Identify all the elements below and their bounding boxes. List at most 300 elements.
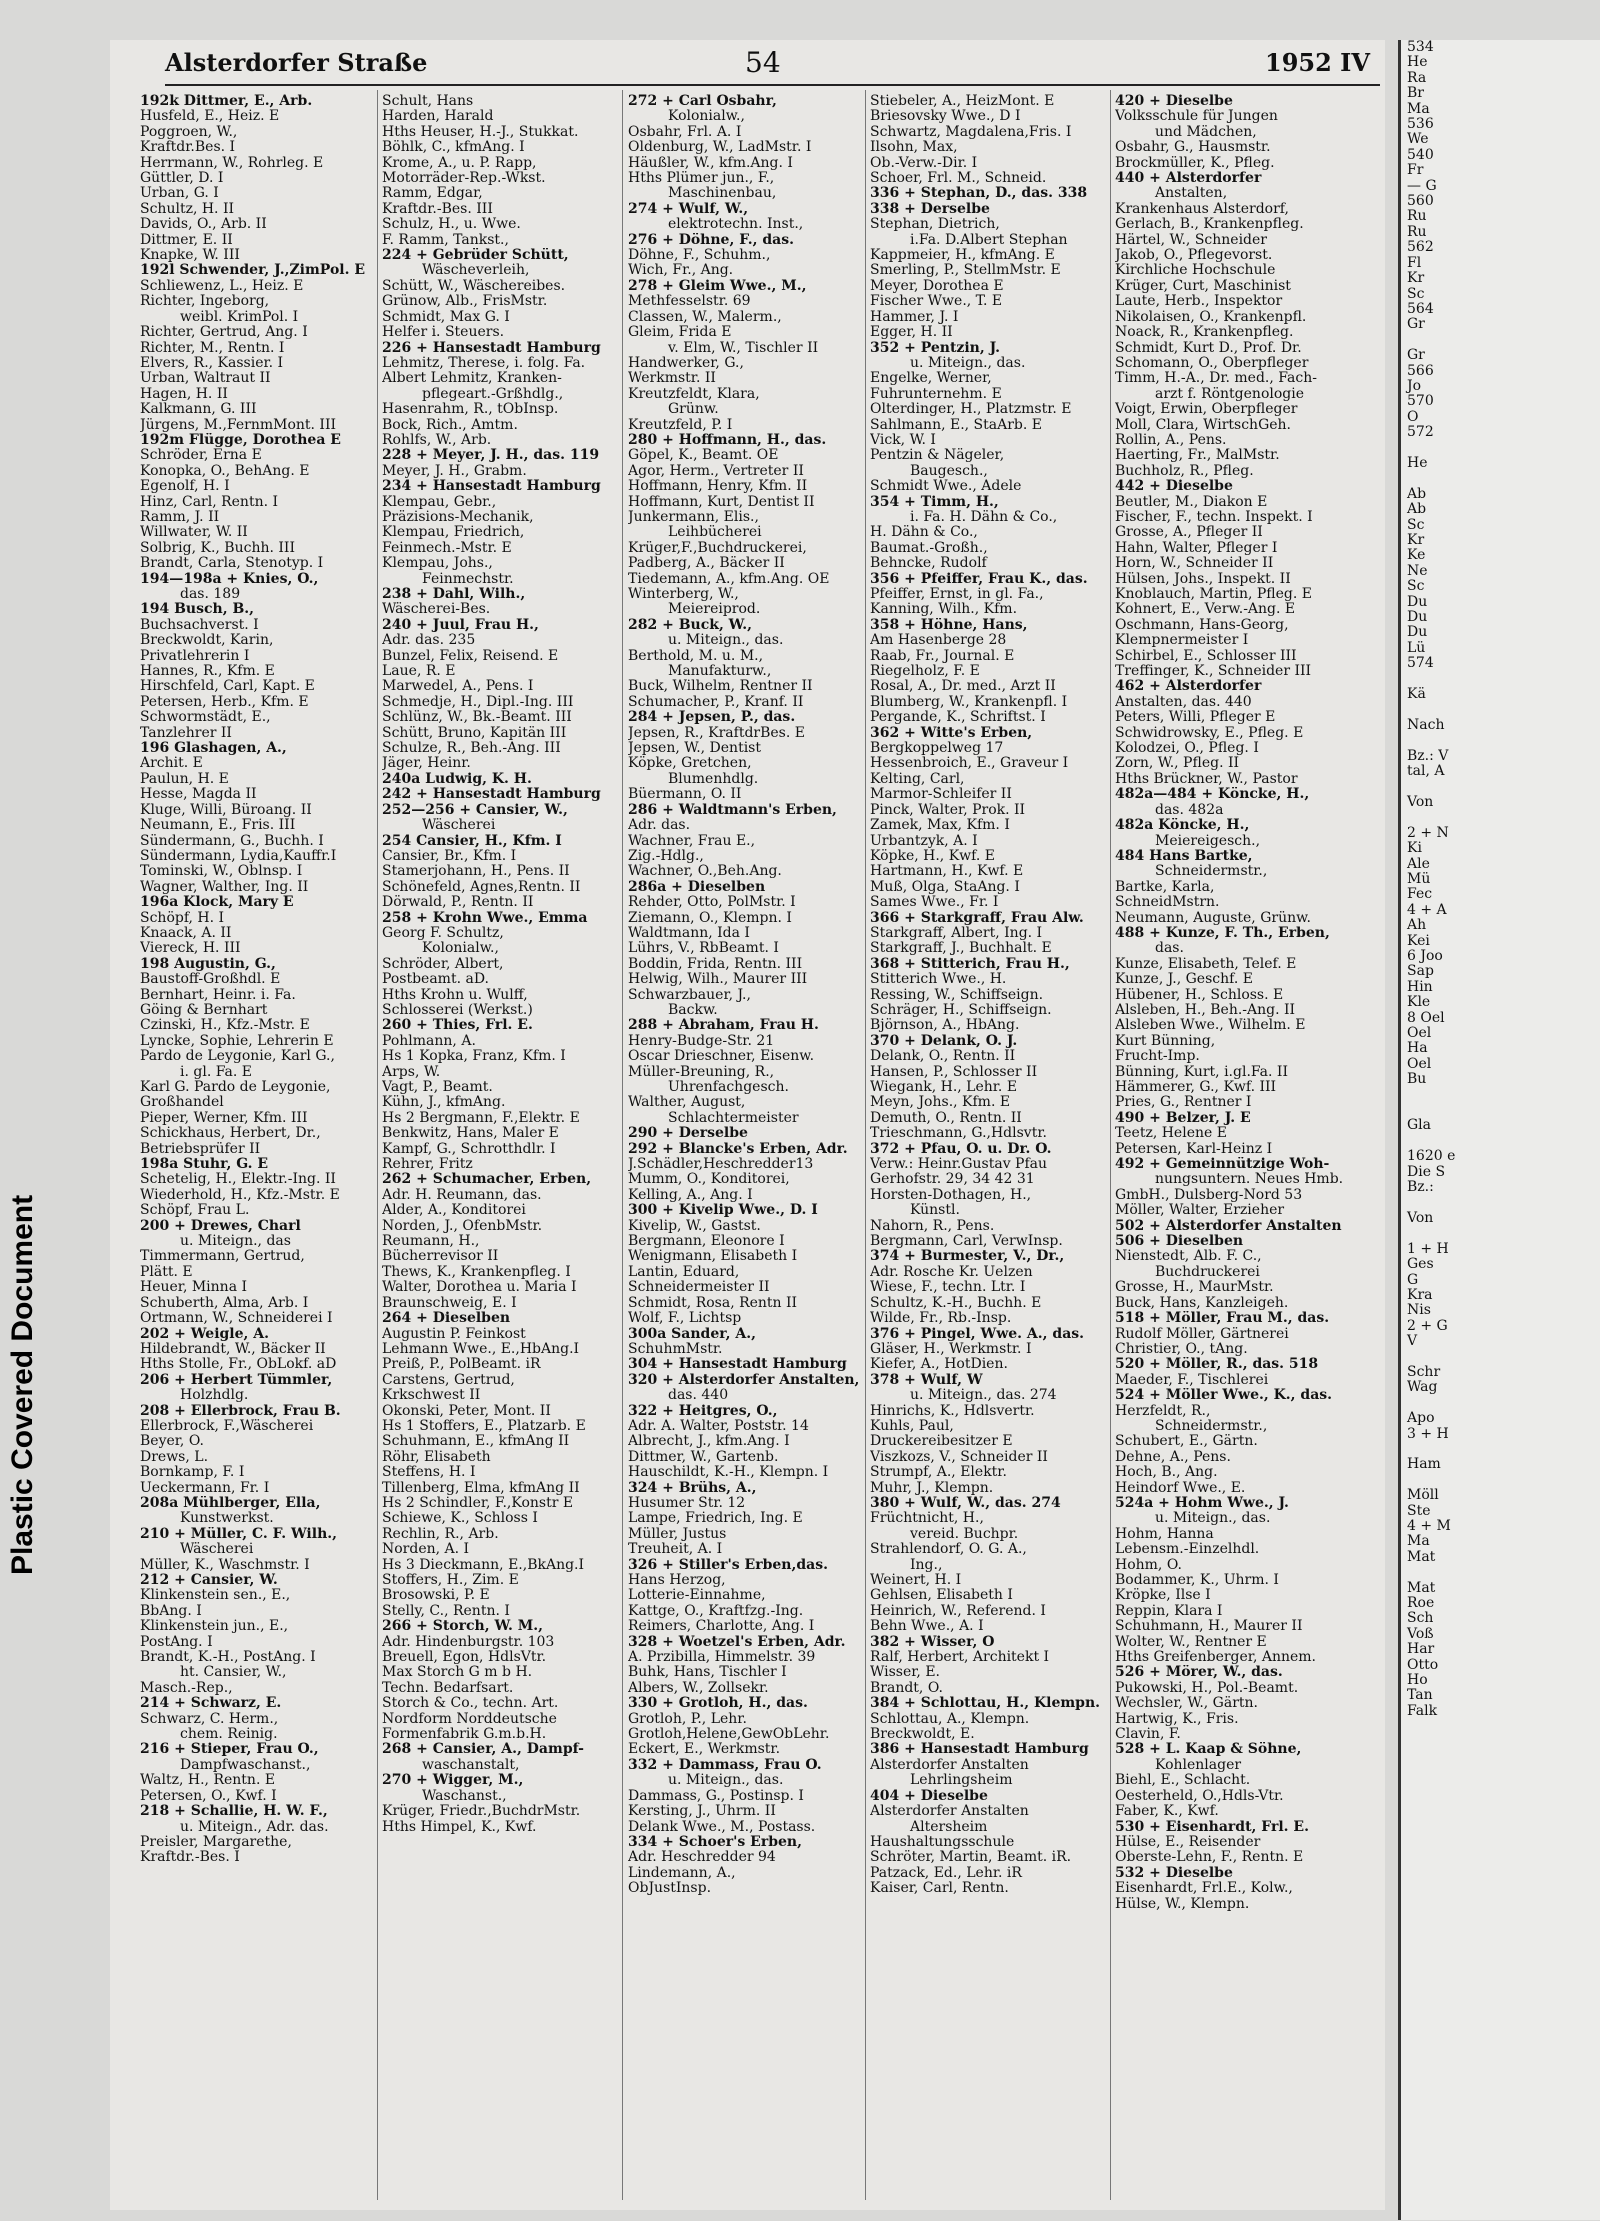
directory-entry: Grosse, H., MaurMstr. <box>1115 1280 1274 1296</box>
directory-entry: Urban, Waltraut II <box>140 371 271 387</box>
directory-entry: 260 + Thies, Frl. E. <box>382 1018 533 1034</box>
directory-entry: Fischer, F., techn. Inspekt. I <box>1115 509 1313 525</box>
edge-fragment: V <box>1407 1333 1418 1350</box>
edge-fragment <box>1401 733 1600 748</box>
directory-entry: 354 + Timm, H., <box>870 494 999 510</box>
directory-entry: Meyn, Johs., Kfm. E <box>870 1095 1011 1111</box>
column-5 <box>1115 94 1349 2194</box>
edge-fragment: 6 Joo <box>1407 947 1443 964</box>
directory-entry: Manufakturw., <box>668 664 772 680</box>
directory-entry: arzt f. Röntgenologie <box>1155 386 1305 402</box>
directory-entry: Hoffmann, Kurt, Dentist II <box>628 494 815 510</box>
directory-entry: Wäscheverleih, <box>422 263 530 279</box>
edge-fragment: Sch <box>1407 1610 1434 1627</box>
edge-fragment <box>1401 1103 1600 1118</box>
edge-fragment: Kei <box>1407 932 1430 949</box>
directory-entry: Wiese, F., techn. Ltr. I <box>870 1280 1026 1296</box>
directory-entry: Waltz, H., Rentn. E <box>140 1773 276 1789</box>
edge-fragment: Har <box>1407 1641 1435 1658</box>
edge-fragment: tal, A <box>1407 763 1445 780</box>
directory-entry: Künstl. <box>910 1203 960 1219</box>
edge-fragment: Gr <box>1407 347 1425 364</box>
directory-entry: Trieschmann, G.,Hdlsvtr. <box>870 1126 1047 1142</box>
directory-entry: 304 + Hansestadt Hamburg <box>628 1357 847 1373</box>
directory-entry: Schröter, Martin, Beamt. iR. <box>870 1850 1072 1866</box>
directory-entry: Brandt, Carla, Stenotyp. I <box>140 556 324 572</box>
directory-entry: 524 + Möller Wwe., K., das. <box>1115 1388 1333 1404</box>
directory-entry: 226 + Hansestadt Hamburg <box>382 340 601 356</box>
directory-entry: 332 + Dammass, Frau O. <box>628 1757 822 1773</box>
edge-fragment: Fr <box>1407 162 1424 179</box>
directory-entry: Waldtmann, Ida I <box>628 925 750 941</box>
directory-entry: ObJustInsp. <box>628 1881 712 1897</box>
directory-entry: 194 Busch, B., <box>140 602 255 618</box>
directory-entry: Kunze, J., Geschf. E <box>1115 972 1253 988</box>
directory-entry: 224 + Gebrüder Schütt, <box>382 248 569 264</box>
edge-fragment: 562 <box>1407 239 1434 256</box>
directory-entry: Neumann, Auguste, Grünw. <box>1115 910 1311 926</box>
edge-fragment: Ra <box>1407 69 1427 86</box>
directory-entry: Möller, Walter, Erzieher <box>1115 1203 1285 1219</box>
directory-entry: Hths Himpel, K., Kwf. <box>382 1819 537 1835</box>
directory-entry: Vagt, P., Beamt. <box>382 1080 493 1095</box>
directory-entry: Hinz, Carl, Rentn. I <box>140 494 279 510</box>
directory-entry: Göpel, K., Beamt. OE <box>628 448 779 464</box>
edge-fragment: 4 + M <box>1407 1518 1451 1534</box>
directory-entry: Brockmüller, K., Pfleg. <box>1115 155 1275 171</box>
directory-entry: Ramm, Edgar, <box>382 186 483 202</box>
directory-entry: Hübener, H., Schloss. E <box>1115 987 1284 1003</box>
directory-entry: 258 + Krohn Wwe., Emma <box>382 910 588 926</box>
directory-entry: Kirchliche Hochschule <box>1115 263 1276 279</box>
edge-fragment: Hin <box>1407 978 1433 995</box>
directory-entry: Bücherrevisor II <box>382 1249 499 1265</box>
directory-entry: Jäger, Heinr. <box>382 756 471 772</box>
edge-fragment <box>1401 1134 1600 1149</box>
directory-entry: Müller, Justus <box>628 1526 727 1542</box>
directory-entry: Vick, W. I <box>870 432 936 448</box>
directory-entry: 482a Köncke, H., <box>1115 818 1250 834</box>
directory-entry: Oberste-Lehn, F., Rentn. E <box>1115 1850 1304 1866</box>
directory-entry: Breckwoldt, Karin, <box>140 633 274 649</box>
directory-entry: 270 + Wigger, M., <box>382 1773 524 1789</box>
directory-entry: Gleim, Frida E <box>628 325 732 341</box>
directory-entry: Bodammer, K., Uhrm. I <box>1115 1573 1279 1588</box>
directory-entry: Härtel, W., Schneider <box>1115 232 1267 248</box>
edge-fragment: Sap <box>1407 963 1434 980</box>
directory-entry: Osbahr, Frl. A. I <box>628 124 742 140</box>
directory-entry: Steffens, H. I <box>382 1465 476 1481</box>
directory-entry: Kiefer, A., HotDien. <box>870 1357 1008 1373</box>
directory-entry: Lindemann, A., <box>628 1865 736 1881</box>
directory-entry: Kappmeier, H., kfmAng. E <box>870 248 1055 264</box>
directory-entry: Kersting, J., Uhrm. II <box>628 1804 776 1820</box>
directory-entry: u. Miteign., das. <box>1155 1511 1271 1527</box>
directory-entry: 286a + Dieselben <box>628 879 766 895</box>
directory-entry: weibl. KrimPol. I <box>180 309 299 325</box>
directory-entry: Köpke, Gretchen, <box>628 756 752 772</box>
directory-entry: Behncke, Rudolf <box>870 556 987 572</box>
directory-entry: Müller, K., Waschmstr. I <box>140 1557 310 1573</box>
directory-entry: das. 482a <box>1155 802 1224 818</box>
directory-entry: Nikolaisen, O., Krankenpfl. <box>1115 309 1307 325</box>
directory-entry: Haerting, Fr., MalMstr. <box>1115 448 1280 464</box>
directory-entry: Meiereigesch., <box>1155 833 1261 849</box>
directory-entry: Bergmann, Carl, VerwInsp. <box>870 1234 1063 1250</box>
edge-fragment <box>1401 702 1600 717</box>
edge-fragment: Sc <box>1407 578 1425 595</box>
directory-entry: Früchtnicht, H., <box>870 1511 984 1527</box>
directory-entry: Feinmech.-Mstr. E <box>382 540 512 556</box>
directory-entry: Kunze, Elisabeth, Telef. E <box>1115 956 1297 972</box>
directory-entry: Wäscherei-Bes. <box>382 602 491 618</box>
edge-fragment: Apo <box>1407 1410 1435 1427</box>
directory-entry: Waschanst., <box>422 1788 507 1804</box>
edge-fragment: G <box>1407 1271 1419 1288</box>
directory-entry: 520 + Möller, R., das. 518 <box>1115 1357 1319 1373</box>
directory-entry: u. Miteign., das. <box>668 633 784 649</box>
directory-entry: Reumann, H., <box>382 1234 480 1250</box>
directory-entry: Heinrich, W., Referend. I <box>870 1603 1046 1619</box>
directory-entry: 266 + Storch, W. M., <box>382 1619 543 1635</box>
directory-entry: Hülse, W., Klempn. <box>1115 1896 1250 1912</box>
directory-entry: i.Fa. D.Albert Stephan <box>910 232 1068 248</box>
edge-fragment: Bz.: V <box>1407 747 1449 764</box>
directory-entry: Adr. A. Walter, Poststr. 14 <box>628 1418 809 1434</box>
directory-entry: Briesovsky Wwe., D I <box>870 109 1021 125</box>
edge-fragment: Ma <box>1407 1533 1430 1550</box>
directory-entry: SchuhmMstr. <box>628 1341 723 1357</box>
directory-entry: Wagner, Walther, Ing. II <box>140 879 309 895</box>
directory-entry: Oscar Drieschner, Eisenw. <box>628 1049 815 1065</box>
directory-entry: Weinert, H. I <box>870 1573 962 1588</box>
directory-entry: F. Ramm, Tankst., <box>382 232 509 248</box>
directory-entry: Schmidt Wwe., Adele <box>870 479 1022 495</box>
directory-entry: 212 + Cansier, W. <box>140 1573 278 1588</box>
directory-entry: Dittmer, E. II <box>140 232 233 248</box>
directory-entry: Lyncke, Sophie, Lehrerin E <box>140 1033 334 1049</box>
directory-entry: Hths Greifenberger, Annem. <box>1115 1650 1317 1666</box>
directory-entry: Harden, Harald <box>382 109 494 125</box>
directory-entry: Breckwoldt, E. <box>870 1727 975 1743</box>
directory-entry: Wilde, Fr., Rb.-Insp. <box>870 1311 1012 1327</box>
directory-entry: Wachner, Frau E., <box>628 833 756 849</box>
directory-entry: Jepsen, W., Dentist <box>628 741 761 757</box>
directory-entry: Ilsohn, Max, <box>870 140 958 156</box>
directory-entry: Lührs, V., RbBeamt. I <box>628 941 779 957</box>
directory-entry: Albrecht, J., kfm.Ang. I <box>628 1434 790 1450</box>
directory-entry: 300 + Kivelip Wwe., D. I <box>628 1203 818 1219</box>
directory-entry: Stitterich Wwe., H. <box>870 972 1007 988</box>
directory-entry: Bergkoppelweg 17 <box>870 741 1004 757</box>
directory-entry: Hths Heuser, H.-J., Stukkat. <box>382 124 579 140</box>
directory-entry: Zig.-Hdlg., <box>628 848 704 864</box>
directory-entry: Maeder, F., Tischlerei <box>1115 1372 1269 1388</box>
directory-entry: Teetz, Helene E <box>1115 1126 1227 1142</box>
directory-entry: Junkermann, Elis., <box>628 509 759 525</box>
directory-entry: Göing & Bernhart <box>140 1002 268 1018</box>
directory-entry: Kelting, Carl, <box>870 771 965 787</box>
directory-entry: Ramm, J. II <box>140 509 220 525</box>
directory-entry: Albert Lehmitz, Kranken- <box>382 371 562 387</box>
directory-entry: Pries, G., Rentner I <box>1115 1095 1252 1111</box>
directory-entry: Padberg, A., Bäcker II <box>628 556 785 572</box>
watermark-sidebar <box>0 0 100 2221</box>
directory-entry: Schoer, Frl. M., Schneid. <box>870 171 1047 187</box>
directory-entry: Schuhmann, E., kfmAng II <box>382 1434 570 1450</box>
directory-entry: 336 + Stephan, D., das. 338 <box>870 186 1088 202</box>
directory-entry: 282 + Buck, W., <box>628 617 752 633</box>
directory-entry: Albers, W., Zollsekr. <box>628 1680 769 1696</box>
directory-entry: H. Dähn & Co., <box>870 525 978 541</box>
directory-entry: Hths Stolle, Fr., ObLokf. aD <box>140 1357 337 1373</box>
directory-entry: Buck, Wilhelm, Rentner II <box>628 679 813 695</box>
directory-entry: Engelke, Werner, <box>870 371 992 387</box>
directory-entry: Gehlsen, Elisabeth I <box>870 1588 1013 1604</box>
edge-fragment: Ste <box>1407 1502 1431 1519</box>
directory-entry: Ing., <box>910 1557 943 1573</box>
directory-entry: BbAng. I <box>140 1603 202 1619</box>
edge-fragment: Roe <box>1407 1595 1435 1612</box>
directory-entry: 384 + Schlottau, H., Klempn. <box>870 1696 1101 1712</box>
directory-entry: Brosowski, P. E <box>382 1588 490 1604</box>
directory-entry: SchneidMstrn. <box>1115 895 1220 911</box>
directory-entry: Olterdinger, H., Platzmstr. E <box>870 402 1072 418</box>
directory-entry: 264 + Dieselben <box>382 1311 511 1327</box>
edge-fragment: — G <box>1407 177 1437 194</box>
directory-entry: 284 + Jepsen, P., das. <box>628 710 796 726</box>
directory-entry: Kreutzfeldt, Klara, <box>628 386 760 402</box>
edge-fragment: Sc <box>1407 285 1425 302</box>
edge-fragment: Ab <box>1407 485 1427 502</box>
directory-entry: 374 + Burmester, V., Dr., <box>870 1249 1065 1265</box>
directory-entry: Adr. Hindenburgstr. 103 <box>382 1634 555 1650</box>
directory-entry: Norden, A. I <box>382 1542 470 1558</box>
directory-entry: Hoch, B., Ang. <box>1115 1465 1218 1481</box>
directory-entry: Kunstwerkst. <box>180 1511 274 1527</box>
adjacent-page-edge <box>1398 40 1600 2220</box>
directory-entry: Klempnermeister I <box>1115 633 1249 649</box>
directory-entry: 208 + Ellerbrock, Frau B. <box>140 1403 341 1419</box>
directory-entry: 370 + Delank, O. J. <box>870 1033 1018 1049</box>
directory-entry: Hs 2 Bergmann, F.,Elektr. E <box>382 1110 580 1126</box>
column-rule <box>622 90 623 2200</box>
edge-fragment: Ne <box>1407 562 1428 579</box>
directory-entry: Hs 3 Dieckmann, E.,BkAng.I <box>382 1557 585 1573</box>
directory-entry: i. gl. Fa. E <box>180 1064 252 1080</box>
directory-entry: PostAng. I <box>140 1634 213 1650</box>
directory-entry: Schröder, Albert, <box>382 956 504 972</box>
directory-entry: 200 + Drewes, Charl <box>140 1218 301 1234</box>
directory-entry: 484 Hans Bartke, <box>1115 848 1253 864</box>
directory-entry: Christier, O., tAng. <box>1115 1341 1248 1357</box>
directory-entry: Adr. Rosche Kr. Uelzen <box>870 1264 1033 1280</box>
directory-entry: Augustin P. Feinkost <box>382 1326 526 1342</box>
edge-fragment: Ru <box>1407 223 1427 240</box>
edge-fragment: Ho <box>1407 1672 1428 1689</box>
directory-entry: Preiß, P., PolBeamt. iR <box>382 1357 541 1373</box>
directory-entry: Bunzel, Felix, Reisend. E <box>382 648 559 664</box>
directory-entry: Jepsen, R., KraftdrBes. E <box>628 725 805 741</box>
directory-entry: Zamek, Max, Kfm. I <box>870 818 1010 834</box>
directory-entry: Kraftdr.Bes. I <box>140 140 236 156</box>
directory-entry: Kolonialw., <box>422 941 499 957</box>
directory-entry: Muß, Olga, StaAng. I <box>870 879 1020 895</box>
directory-entry: Hths Plümer jun., F., <box>628 171 775 187</box>
directory-entry: Jakob, O., Pflegevorst. <box>1115 248 1273 264</box>
directory-entry: Buck, Hans, Kanzleigeh. <box>1115 1295 1289 1311</box>
directory-entry: Hahn, Walter, Pfleger I <box>1115 540 1278 556</box>
directory-entry: Wolf, F., Lichtsp <box>628 1311 742 1327</box>
directory-entry: Delank Wwe., M., Postass. <box>628 1819 816 1835</box>
directory-entry: Hinrichs, K., Hdlsvertr. <box>870 1403 1035 1419</box>
directory-entry: Kurt Bünning, <box>1115 1033 1216 1049</box>
directory-entry: u. Miteign., Adr. das. <box>180 1819 329 1835</box>
directory-entry: Grosse, A., Pfleger II <box>1115 525 1263 541</box>
directory-entry: Krkschwest II <box>382 1388 481 1404</box>
directory-entry: Kohnert, E., Verw.-Ang. E <box>1115 602 1296 618</box>
edge-fragment <box>1401 1195 1600 1210</box>
directory-entry: Meiereiprod. <box>668 602 761 618</box>
directory-entry: Oldenburg, W., LadMstr. I <box>628 140 812 156</box>
directory-entry: 210 + Müller, C. F. Wilh., <box>140 1526 337 1542</box>
directory-entry: Pfeiffer, Ernst, in gl. Fa., <box>870 587 1044 602</box>
directory-entry: Backw. <box>668 1002 718 1018</box>
edge-fragment: Oel <box>1407 1025 1432 1041</box>
edge-fragment: 574 <box>1407 655 1434 672</box>
directory-entry: Kohlenlager <box>1155 1757 1242 1773</box>
directory-entry: Poggroen, W., <box>140 124 238 140</box>
directory-entry: Storch & Co., techn. Art. <box>382 1696 559 1712</box>
directory-entry: Alsleben, H., Beh.-Ang. II <box>1115 1002 1296 1018</box>
directory-entry: Lehmitz, Therese, i. folg. Fa. <box>382 355 586 371</box>
directory-entry: Hasenrahm, R., tObInsp. <box>382 402 559 418</box>
edge-fragment: Lü <box>1407 639 1426 656</box>
directory-entry: u. Miteign., das <box>180 1234 291 1250</box>
directory-entry: Konopka, O., BehAng. E <box>140 463 310 479</box>
directory-entry: 192k Dittmer, E., Arb. <box>140 94 313 109</box>
directory-entry: Schmedje, H., Dipl.-Ing. III <box>382 694 574 710</box>
directory-entry: Uhrenfachgesch. <box>668 1080 789 1095</box>
edge-fragment: 566 <box>1407 362 1434 379</box>
directory-entry: Ob.-Verw.-Dir. I <box>870 155 978 171</box>
directory-entry: Kattge, O., Kraftfzg.-Ing. <box>628 1603 804 1619</box>
edge-fragment: O <box>1407 408 1419 425</box>
edge-fragment <box>1401 333 1600 348</box>
directory-entry: waschanstalt, <box>422 1757 520 1773</box>
directory-entry: 198 Augustin, G., <box>140 956 276 972</box>
directory-entry: Carstens, Gertrud, <box>382 1372 515 1388</box>
edge-fragment: 8 Oel <box>1407 1009 1445 1026</box>
directory-entry: 442 + Dieselbe <box>1115 479 1233 495</box>
edge-fragment: 2 + N <box>1407 824 1449 841</box>
directory-entry: Grünw. <box>668 402 719 418</box>
directory-entry: Büermann, O. II <box>628 787 742 803</box>
directory-entry: Klempau, Gebr., <box>382 494 497 510</box>
directory-entry: Björnson, A., HbAng. <box>870 1018 1020 1034</box>
directory-entry: 240a Ludwig, K. H. <box>382 771 532 787</box>
directory-entry: Delank, O., Rentn. II <box>870 1049 1016 1065</box>
directory-entry: Hagen, H. II <box>140 386 228 402</box>
column-rule <box>1110 90 1111 2200</box>
directory-entry: Kivelip, W., Gastst. <box>628 1218 761 1234</box>
directory-entry: Wich, Fr., Ang. <box>628 263 734 279</box>
directory-entry: Muhr, J., Klempn. <box>870 1480 994 1496</box>
edge-fragment <box>1401 1565 1600 1580</box>
directory-entry: Biehl, E., Schlacht. <box>1115 1773 1251 1789</box>
directory-entry: Schneidermstr., <box>1155 1418 1268 1434</box>
directory-entry: Kraftdr.-Bes. III <box>382 201 493 217</box>
directory-entry: Schuhmann, H., Maurer II <box>1115 1619 1303 1635</box>
directory-entry: Schröder, Erna E <box>140 448 262 464</box>
directory-entry: Riegelholz, F. E <box>870 664 980 680</box>
edge-fragment <box>1401 672 1600 687</box>
edge-fragment: Ke <box>1407 547 1426 564</box>
edge-fragment: Schr <box>1407 1363 1441 1380</box>
directory-entry: A. Przibilla, Himmelstr. 39 <box>628 1650 816 1666</box>
directory-entry: 440 + Alsterdorfer <box>1115 171 1262 187</box>
directory-entry: Adr. Heschredder 94 <box>628 1850 776 1866</box>
directory-entry: Schwormstädt, E., <box>140 710 271 726</box>
directory-entry: Nienstedt, Alb. F. C., <box>1115 1249 1262 1265</box>
directory-entry: Fischer Wwe., T. E <box>870 294 1003 310</box>
directory-entry: 358 + Höhne, Hans, <box>870 617 1028 633</box>
directory-entry: 530 + Eisenhardt, Frl. E. <box>1115 1819 1309 1835</box>
directory-entry: Röhr, Elisabeth <box>382 1449 491 1465</box>
directory-entry: Sahlmann, E., StaArb. E <box>870 417 1043 433</box>
edge-fragment: Ma <box>1407 100 1430 117</box>
directory-entry: 208a Mühlberger, Ella, <box>140 1495 321 1511</box>
directory-entry: Czinski, H., Kfz.-Mstr. E <box>140 1018 310 1034</box>
directory-entry: Knoblauch, Martin, Pfleg. E <box>1115 587 1312 602</box>
directory-entry: Kalkmann, G. III <box>140 402 257 418</box>
directory-entry: Eckert, E., Werkmstr. <box>628 1742 781 1758</box>
directory-entry: Privatlehrerin I <box>140 648 250 664</box>
directory-entry: Bartke, Karla, <box>1115 879 1215 895</box>
directory-entry: Kuhls, Paul, <box>870 1418 954 1434</box>
directory-entry: Treffinger, K., Schneider III <box>1115 664 1312 680</box>
directory-entry: Faber, K., Kwf. <box>1115 1804 1219 1820</box>
directory-entry: Dörwald, P., Rentn. II <box>382 895 534 911</box>
directory-entry: Am Hasenberge 28 <box>870 633 1007 649</box>
directory-entry: Hülse, E., Reisender <box>1115 1834 1261 1850</box>
directory-entry: Arps, W. <box>382 1064 441 1080</box>
directory-entry: Winterberg, W., <box>628 587 739 602</box>
directory-entry: Hs 1 Kopka, Franz, Kfm. I <box>382 1049 566 1065</box>
edge-fragment: Fec <box>1407 886 1433 903</box>
directory-entry: Wiegank, H., Lehr. E <box>870 1080 1018 1095</box>
directory-entry: Böhlk, C., kfmAng. I <box>382 140 525 156</box>
column-2 <box>382 94 616 2194</box>
edge-fragment: Falk <box>1407 1702 1438 1719</box>
directory-entry: Hirschfeld, Carl, Kapt. E <box>140 679 315 695</box>
directory-entry: Kolonialw., <box>668 109 745 125</box>
directory-entry: Cansier, Br., Kfm. I <box>382 848 517 864</box>
directory-entry: 334 + Schoer's Erben, <box>628 1834 802 1850</box>
directory-entry: Bergmann, Eleonore I <box>628 1234 785 1250</box>
directory-entry: Wäscherei <box>422 818 496 834</box>
edge-fragment: 2 + G <box>1407 1317 1448 1334</box>
directory-entry: Schetelig, H., Elektr.-Ing. II <box>140 1172 336 1188</box>
directory-entry: Klempau, Friedrich, <box>382 525 525 541</box>
directory-entry: Benkwitz, Hans, Maler E <box>382 1126 559 1142</box>
directory-entry: Buchholz, R., Pfleg. <box>1115 463 1254 479</box>
edge-fragment: Nach <box>1407 716 1445 733</box>
directory-entry: Dehne, A., Pens. <box>1115 1449 1231 1465</box>
directory-entry: nungsuntern. Neues Hmb. <box>1155 1172 1344 1188</box>
directory-entry: Pardo de Leygonie, Karl G., <box>140 1049 335 1065</box>
directory-entry: Rosal, A., Dr. med., Arzt II <box>870 679 1056 695</box>
